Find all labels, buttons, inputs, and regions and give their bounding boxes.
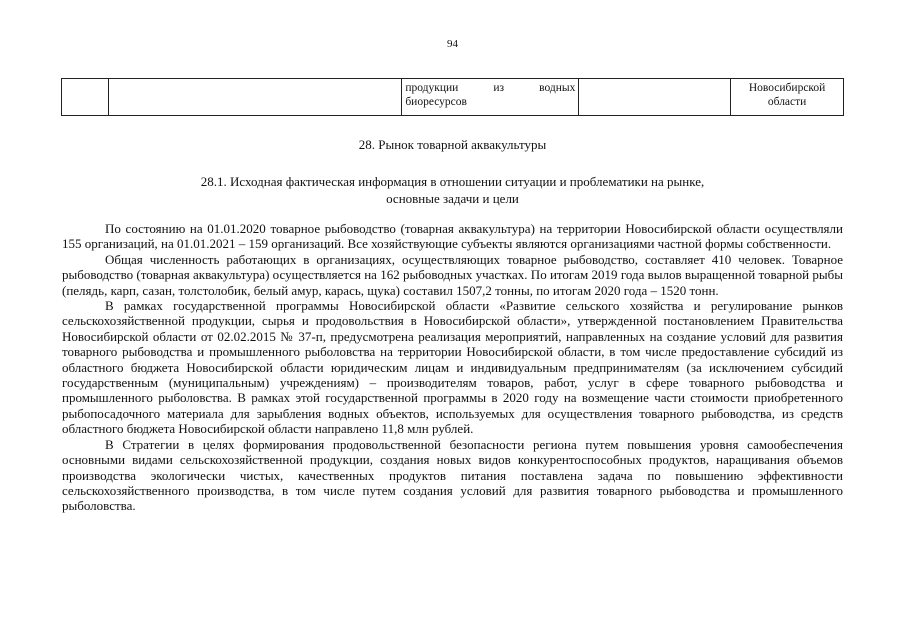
table-row — [62, 79, 844, 116]
table-cell-empty-3 — [579, 79, 731, 116]
page-number: 94 — [447, 38, 458, 50]
region-text-line2: области — [767, 96, 807, 108]
paragraph: По состоянию на 01.01.2020 товарное рыбоводство (товарная аквакультура) на территории Новосибирской области осуществляли 155 организаций, на 01.01.2021 – 159 организаций. Все хозяйствующие субъекты являются организациями частной формы собственности. — [62, 221, 843, 252]
table-cell-empty-2 — [108, 79, 402, 116]
section-title: 28. Рынок товарной аквакультуры — [358, 137, 547, 152]
subsection-title-line2: основные задачи и цели — [386, 191, 519, 206]
body-text — [62, 221, 843, 514]
paragraph: В рамках государственной программы Новосибирской области «Развитие сельского хозяйства и регулирование рынков сельскохозяйственной продукции, сырья и продовольствия в Новосибирской области», утвержденной постановлением Правительства Новосибирской области от 02.02.2015 № 37-п, предусмотрена реализация мероприятий, направленных на создание условий для развития товарного рыбоводства и промышленного рыболовства на территории Новосибирской области, в том числе предоставление субсидий из областного бюджета Новосибирской области юридическим лицам и индивидуальным предпринимателям (за исключением субсидий государственным (муниципальным) учреждениям) – производителям товаров, работ, услуг в сфере товарного рыбоводства и промышленного рыболовства. В рамках этой государственной программы в 2020 году на возмещение части стоимости приобретенного рыбопосадочного материала для зарыбления водных объектов, используемых для осуществления товарного рыбоводства, из средств областного бюджета Новосибирской области направлено 11,8 млн рублей. — [62, 298, 843, 437]
table-cell-region — [731, 79, 844, 116]
region-text-line1: Новосибирской — [748, 82, 826, 94]
paragraph: Общая численность работающих в организациях, осуществляющих товарное рыбоводство, составляет 410 человек. Товарное рыбоводство (товарная аквакультура) осуществляется на 162 рыбоводных участках. По итогам 2019 года вылов выращенной товарной рыбы (пелядь, карп, сазан, толстолобик, белый амур, карась, щука) составил 1507,2 тонны, по итогам 2020 года – 1520 тонн. — [62, 251, 843, 298]
paragraph: В Стратегии в целях формирования продовольственной безопасности региона путем повышения уровня самообеспечения основными видами сельскохозяйственной продукции, создания новых видов конкурентоспособных продуктов, наращивания объемов производства экологически чистых, качественных продуктов питания поставлена задача по повышению эффективности сельскохозяйственного производства, в том числе путем создания условий для развития товарного рыбоводства и промышленного рыболовства. — [62, 436, 843, 514]
continuation-table — [61, 78, 844, 116]
table-cell-product — [402, 79, 579, 116]
subsection-title — [0, 173, 905, 207]
subsection-title-line1: 28.1. Исходная фактическая информация в отношении ситуации и проблематики на рынке, — [200, 174, 705, 189]
table-cell-empty-1 — [62, 79, 109, 116]
product-text-line1: продукции из водных — [405, 82, 576, 94]
product-text-line2: биоресурсов — [405, 96, 467, 108]
